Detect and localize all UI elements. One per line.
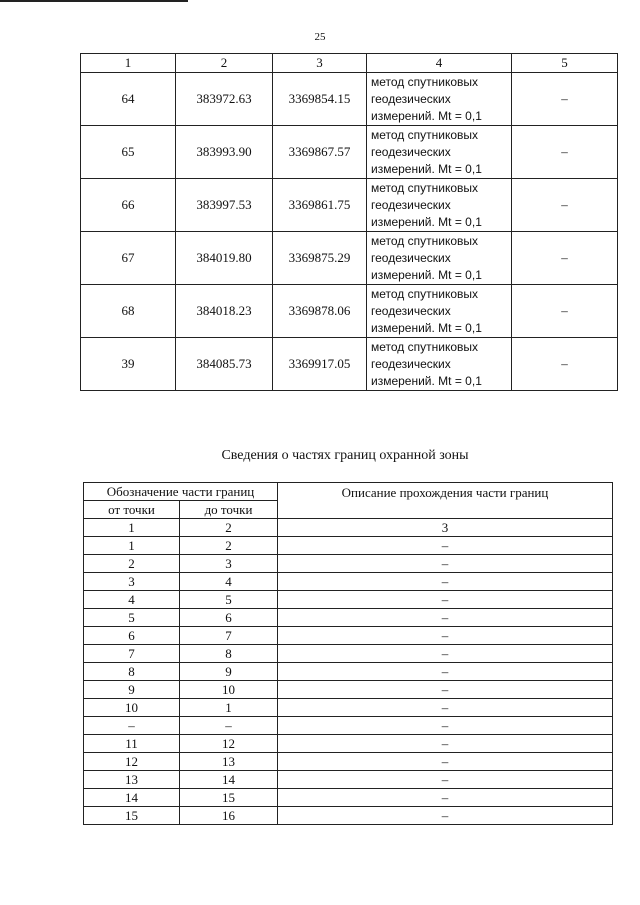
boundary-part-row [84, 789, 613, 807]
method-line: измерений. Mt = 0,1 [371, 373, 482, 388]
x-coordinate-cell: 383993.90 [176, 126, 273, 179]
method-line: геодезических [371, 250, 451, 265]
y-coordinate-cell: 3369875.29 [273, 232, 367, 285]
method-line: геодезических [371, 91, 451, 106]
method-line: метод спутниковых [371, 74, 479, 89]
boundary-part-row [84, 591, 613, 609]
method-line: измерений. Mt = 0,1 [371, 320, 482, 335]
note-cell: – [512, 126, 618, 179]
boundary-parts-table [83, 482, 613, 825]
method-line: геодезических [371, 303, 451, 318]
numbering-cell: 3 [278, 519, 613, 537]
coordinates-row [81, 179, 618, 232]
from-point-cell: 14 [84, 789, 180, 807]
boundary-part-row [84, 555, 613, 573]
method-cell [367, 338, 512, 391]
parts-header-row-1 [84, 483, 613, 501]
method-line: измерений. Mt = 0,1 [371, 214, 482, 229]
description-cell: – [278, 807, 613, 825]
column-number-1: 1 [81, 54, 176, 73]
to-point-cell: 2 [180, 537, 278, 555]
description-cell: – [278, 645, 613, 663]
description-cell: – [278, 573, 613, 591]
from-point-cell: 1 [84, 537, 180, 555]
point-number-cell: 65 [81, 126, 176, 179]
from-point-cell: 2 [84, 555, 180, 573]
from-point-cell: 5 [84, 609, 180, 627]
method-line: геодезических [371, 144, 451, 159]
to-point-cell: 9 [180, 663, 278, 681]
boundary-part-row [84, 699, 613, 717]
boundary-part-row [84, 645, 613, 663]
description-cell: – [278, 663, 613, 681]
column-number-4: 4 [367, 54, 512, 73]
to-point-cell: – [180, 717, 278, 735]
boundary-part-row [84, 537, 613, 555]
coordinates-row [81, 285, 618, 338]
from-point-cell: 12 [84, 753, 180, 771]
boundary-part-row [84, 627, 613, 645]
boundary-part-row [84, 573, 613, 591]
description-cell: – [278, 717, 613, 735]
boundary-part-row [84, 717, 613, 735]
from-point-cell: 11 [84, 735, 180, 753]
to-point-cell: 16 [180, 807, 278, 825]
method-line: метод спутниковых [371, 233, 479, 248]
to-point-cell: 4 [180, 573, 278, 591]
x-coordinate-cell: 384019.80 [176, 232, 273, 285]
from-point-cell: 6 [84, 627, 180, 645]
x-coordinate-cell: 383972.63 [176, 73, 273, 126]
coordinates-row [81, 126, 618, 179]
method-line: геодезических [371, 356, 451, 371]
to-point-cell: 7 [180, 627, 278, 645]
from-point-cell: – [84, 717, 180, 735]
method-line: измерений. Mt = 0,1 [371, 108, 482, 123]
point-number-cell: 66 [81, 179, 176, 232]
method-line: измерений. Mt = 0,1 [371, 267, 482, 282]
header-to-point: до точки [180, 501, 278, 519]
y-coordinate-cell: 3369867.57 [273, 126, 367, 179]
description-cell: – [278, 771, 613, 789]
from-point-cell: 9 [84, 681, 180, 699]
from-point-cell: 15 [84, 807, 180, 825]
numbering-cell: 1 [84, 519, 180, 537]
numbering-cell: 2 [180, 519, 278, 537]
boundary-part-row [84, 609, 613, 627]
note-cell: – [512, 338, 618, 391]
description-cell: – [278, 627, 613, 645]
description-cell: – [278, 753, 613, 771]
method-cell [367, 179, 512, 232]
method-cell [367, 73, 512, 126]
section-title: Сведения о частях границ охранной зоны [221, 448, 469, 463]
coordinates-row [81, 338, 618, 391]
header-boundary-description: Описание прохождения части границ [278, 483, 613, 519]
description-cell: – [278, 591, 613, 609]
method-line: метод спутниковых [371, 339, 479, 354]
description-cell: – [278, 537, 613, 555]
x-coordinate-cell: 384085.73 [176, 338, 273, 391]
method-line: геодезических [371, 197, 451, 212]
column-number-2: 2 [176, 54, 273, 73]
parts-numbering-row [84, 519, 613, 537]
point-number-cell: 68 [81, 285, 176, 338]
description-cell: – [278, 699, 613, 717]
column-number-5: 5 [512, 54, 618, 73]
description-cell: – [278, 681, 613, 699]
boundary-part-row [84, 771, 613, 789]
method-line: метод спутниковых [371, 286, 479, 301]
header-rule [0, 0, 188, 2]
from-point-cell: 10 [84, 699, 180, 717]
boundary-part-row [84, 753, 613, 771]
point-number-cell: 64 [81, 73, 176, 126]
description-cell: – [278, 609, 613, 627]
from-point-cell: 3 [84, 573, 180, 591]
y-coordinate-cell: 3369917.05 [273, 338, 367, 391]
from-point-cell: 4 [84, 591, 180, 609]
point-number-cell: 67 [81, 232, 176, 285]
point-number-cell: 39 [81, 338, 176, 391]
to-point-cell: 10 [180, 681, 278, 699]
coordinates-row [81, 232, 618, 285]
to-point-cell: 5 [180, 591, 278, 609]
x-coordinate-cell: 384018.23 [176, 285, 273, 338]
coordinates-header-row [81, 54, 618, 73]
to-point-cell: 15 [180, 789, 278, 807]
description-cell: – [278, 789, 613, 807]
boundary-part-row [84, 807, 613, 825]
y-coordinate-cell: 3369878.06 [273, 285, 367, 338]
note-cell: – [512, 232, 618, 285]
to-point-cell: 14 [180, 771, 278, 789]
to-point-cell: 1 [180, 699, 278, 717]
from-point-cell: 13 [84, 771, 180, 789]
method-line: метод спутниковых [371, 127, 479, 142]
method-cell [367, 232, 512, 285]
x-coordinate-cell: 383997.53 [176, 179, 273, 232]
coordinates-row [81, 73, 618, 126]
description-cell: – [278, 735, 613, 753]
header-from-point: от точки [84, 501, 180, 519]
to-point-cell: 12 [180, 735, 278, 753]
method-line: метод спутниковых [371, 180, 479, 195]
y-coordinate-cell: 3369861.75 [273, 179, 367, 232]
page-number: 25 [314, 31, 326, 43]
note-cell: – [512, 179, 618, 232]
boundary-part-row [84, 681, 613, 699]
to-point-cell: 13 [180, 753, 278, 771]
description-cell: – [278, 555, 613, 573]
boundary-part-row [84, 663, 613, 681]
boundary-part-row [84, 735, 613, 753]
coordinates-table [80, 53, 618, 391]
note-cell: – [512, 73, 618, 126]
method-cell [367, 126, 512, 179]
method-cell [367, 285, 512, 338]
from-point-cell: 8 [84, 663, 180, 681]
to-point-cell: 6 [180, 609, 278, 627]
to-point-cell: 8 [180, 645, 278, 663]
column-number-3: 3 [273, 54, 367, 73]
y-coordinate-cell: 3369854.15 [273, 73, 367, 126]
method-line: измерений. Mt = 0,1 [371, 161, 482, 176]
header-boundary-part-designation: Обозначение части границ [84, 483, 278, 501]
from-point-cell: 7 [84, 645, 180, 663]
note-cell: – [512, 285, 618, 338]
to-point-cell: 3 [180, 555, 278, 573]
